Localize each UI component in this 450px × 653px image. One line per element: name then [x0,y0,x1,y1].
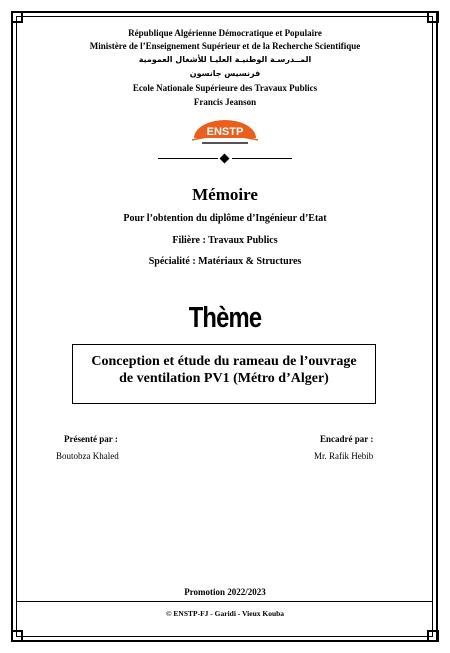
arabic-school-subname: فرنسيس جانسون [189,69,261,78]
presented-by-name: Boutobza Khaled [56,451,119,461]
promotion-line: Promotion 2022/2023 [184,587,266,597]
footer-copyright: © ENSTP-FJ - Garidi - Vieux Kouba [165,609,285,618]
thesis-title-line1: Conception et étude du rameau de l’ouvrage [91,354,357,369]
obtention-line: Pour l’obtention du diplôme d’Ingénieur d’Etat [123,213,327,224]
presented-by-label: Présenté par : [64,434,118,444]
corner-ornament [11,630,23,642]
school-line: Ecole Nationale Supérieure des Travaux Publics [132,83,318,93]
ministry-line: Ministère de l’Enseignement Supérieur et de la Recherche Scientifique [89,41,361,51]
divider-right [232,158,292,159]
supervised-by-name: Mr. Rafik Hebib [314,451,374,461]
thesis-title-line2: de ventilation PV1 (Métro d’Alger) [119,371,329,386]
corner-ornament [11,11,23,23]
logo-text: ENSTP [206,126,244,138]
footer-divider [16,601,433,602]
republic-line: République Algérienne Démocratique et Populaire [128,28,322,38]
corner-ornament [427,630,439,642]
divider-left [158,158,218,159]
supervised-by-label: Encadré par : [320,434,374,444]
specialite-line: Spécialité : Matériaux & Structures [148,256,302,267]
school-name-line: Francis Jeanson [193,97,257,107]
arabic-school-name: المــدرسـة الوطنيـة العليـا للأشغال العمومية [138,55,312,64]
filiere-line: Filière : Travaux Publics [172,235,278,246]
theme-label: Thème [188,302,262,334]
memoire-title: Mémoire [192,185,258,204]
thesis-title-box [72,344,376,404]
enstp-logo [188,116,262,146]
corner-ornament [427,11,439,23]
